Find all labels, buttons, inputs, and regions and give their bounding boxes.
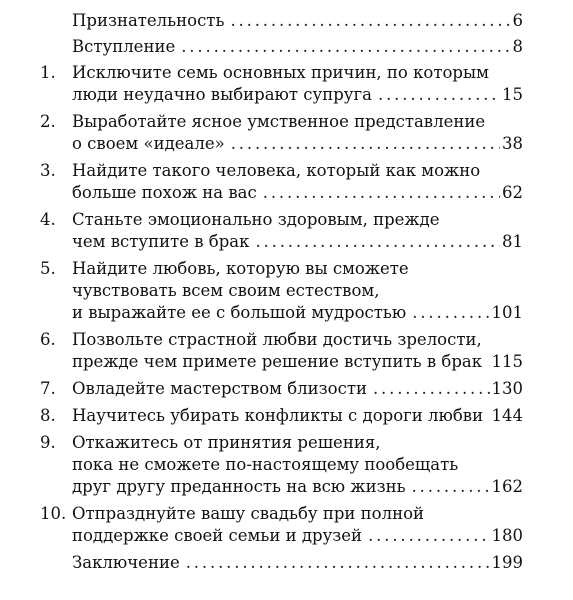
dot-leader <box>263 182 500 204</box>
toc-entry-number: 2. <box>40 112 56 131</box>
toc-entry-title-line: Откажитесь от принятия решения, <box>72 433 381 452</box>
toc-entry-number: 6. <box>40 330 56 349</box>
toc-page-number: 115 <box>491 352 523 371</box>
toc-entry <box>0 62 573 106</box>
dot-leader <box>373 378 490 400</box>
toc-page-number: 8 <box>512 37 523 56</box>
toc-entry-title-line: о своем «идеале» <box>72 134 225 153</box>
toc-entry-final-line <box>72 84 523 106</box>
toc-entry-number: 1. <box>40 63 56 82</box>
table-of-contents <box>0 10 573 579</box>
toc-entry-final-line <box>72 231 523 253</box>
toc-entry <box>0 378 573 400</box>
toc-entry <box>0 209 573 253</box>
toc-page-number: 38 <box>502 134 523 153</box>
toc-entry-title-line: Отпразднуйте вашу свадьбу при полной <box>72 504 425 523</box>
dot-leader <box>378 84 500 106</box>
toc-entry <box>0 36 573 58</box>
toc-page-number: 81 <box>502 232 523 251</box>
toc-entry <box>0 160 573 204</box>
toc-entry-final-line <box>72 405 523 427</box>
toc-page-number: 62 <box>502 183 523 202</box>
toc-entry-final-line <box>72 476 523 498</box>
toc-entry <box>0 329 573 373</box>
dot-leader <box>230 10 510 32</box>
toc-page-number: 101 <box>491 303 523 322</box>
toc-page-number: 15 <box>502 85 523 104</box>
toc-entry-final-line <box>72 351 523 373</box>
toc-entry-title-line: поддержке своей семьи и друзей <box>72 526 363 545</box>
toc-entry <box>0 10 573 32</box>
toc-entry <box>0 503 573 547</box>
toc-entry-title-line: пока не сможете по-настоящему пообещать <box>72 455 459 474</box>
toc-entry-number: 5. <box>40 259 56 278</box>
toc-entry-number: 4. <box>40 210 56 229</box>
toc-entry <box>0 432 573 498</box>
toc-entry <box>0 258 573 324</box>
toc-entry-title-line: Признательность <box>72 11 225 30</box>
toc-entry-title-line: Выработайте ясное умственное представление <box>72 112 486 131</box>
dot-leader <box>488 351 489 373</box>
toc-page-number: 162 <box>491 477 523 496</box>
toc-entry-title-line: Вступление <box>72 37 176 56</box>
dot-leader <box>181 36 510 58</box>
toc-entry-title-line: Найдите такого человека, который как можно <box>72 161 481 180</box>
toc-page-number: 199 <box>491 553 523 572</box>
dot-leader <box>186 552 490 574</box>
toc-entry <box>0 552 573 574</box>
toc-entry <box>0 405 573 427</box>
toc-entry-number: 3. <box>40 161 56 180</box>
toc-entry-title-line: чувствовать всем своим естеством, <box>72 281 380 300</box>
toc-entry-title-line: больше похож на вас <box>72 183 257 202</box>
toc-entry-title-line: чем вступите в брак <box>72 232 250 251</box>
toc-entry-title-line: прежде чем примете решение вступить в брак <box>72 352 483 371</box>
dot-leader <box>231 133 500 155</box>
toc-entry-final-line <box>72 302 523 324</box>
toc-page-number: 180 <box>491 526 523 545</box>
toc-entry-title-line: Исключите семь основных причин, по которым <box>72 63 489 82</box>
toc-page-number: 130 <box>491 379 523 398</box>
toc-entry-title-line: Овладейте мастерством близости <box>72 379 367 398</box>
dot-leader <box>412 302 489 324</box>
toc-entry-number: 8. <box>40 406 56 425</box>
toc-entry-final-line <box>72 378 523 400</box>
toc-entry-number: 9. <box>40 433 56 452</box>
dot-leader <box>368 525 489 547</box>
toc-entry-number: 10. <box>40 504 67 523</box>
toc-entry-final-line <box>72 133 523 155</box>
toc-entry-title-line: Найдите любовь, которую вы сможете <box>72 259 409 278</box>
toc-entry-title-line: Позвольте страстной любви достичь зрелости, <box>72 330 482 349</box>
toc-entry-title-line: Заключение <box>72 553 180 572</box>
toc-entry <box>0 111 573 155</box>
toc-entry-final-line <box>72 36 523 58</box>
toc-entry-final-line <box>72 182 523 204</box>
toc-entry-title-line: люди неудачно выбирают супруга <box>72 85 372 104</box>
toc-entry-final-line <box>72 552 523 574</box>
dot-leader <box>412 476 490 498</box>
toc-page-number: 144 <box>491 406 523 425</box>
toc-entry-final-line <box>72 10 523 32</box>
toc-page-number: 6 <box>512 11 523 30</box>
toc-entry-title-line: Станьте эмоционально здоровым, прежде <box>72 210 440 229</box>
toc-entry-final-line <box>72 525 523 547</box>
toc-entry-title-line: и выражайте ее с большой мудростью <box>72 303 407 322</box>
toc-entry-number: 7. <box>40 379 56 398</box>
toc-entry-title-line: Научитесь убирать конфликты с дороги любви <box>72 406 484 425</box>
dot-leader <box>255 231 500 253</box>
toc-entry-title-line: друг другу преданность на всю жизнь <box>72 477 406 496</box>
